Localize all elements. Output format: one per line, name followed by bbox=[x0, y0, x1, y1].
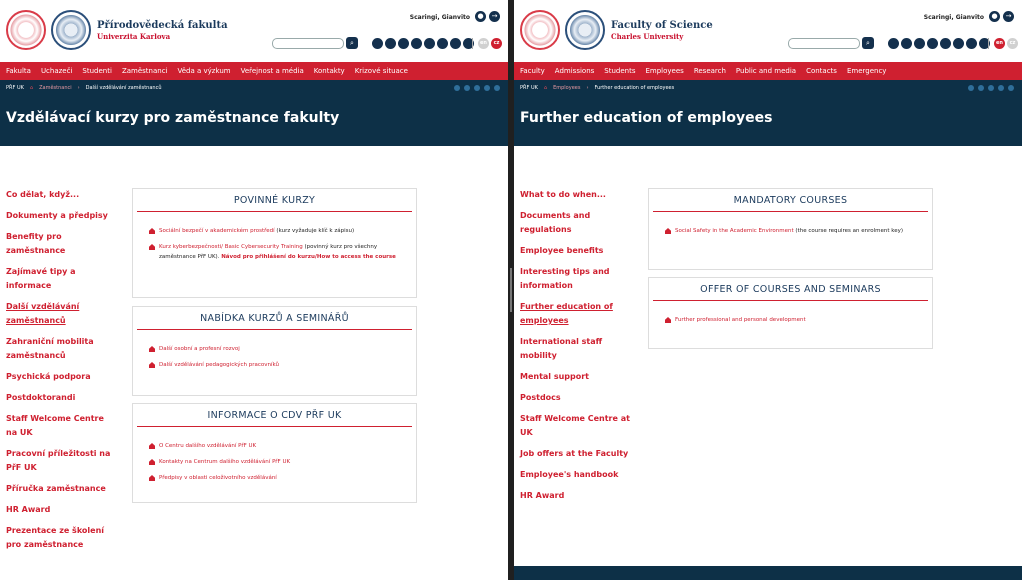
search-icon[interactable]: ⌕ bbox=[346, 37, 358, 49]
box-title: MANDATORY COURSES bbox=[733, 195, 848, 206]
course-note: (kurz vyžaduje klíč k zápisu) bbox=[274, 228, 355, 234]
course-guide-link[interactable]: Návod pro přihlášení do kurzu/How to access the course bbox=[221, 254, 396, 260]
nav-item[interactable]: Public and media bbox=[735, 67, 797, 75]
course-note: (the course requires an enrolment key) bbox=[793, 228, 904, 234]
share-icon[interactable] bbox=[484, 85, 490, 91]
university-name[interactable]: Charles University bbox=[611, 32, 684, 41]
sidebar-item[interactable]: Postdocs bbox=[520, 393, 561, 402]
user-name[interactable]: Scaringi, Gianvito bbox=[409, 14, 470, 21]
faculty-tree-logo[interactable] bbox=[51, 10, 91, 50]
sidebar-item[interactable]: Employee benefits bbox=[520, 246, 604, 255]
share-icons bbox=[454, 85, 500, 91]
breadcrumb-separator: › bbox=[77, 85, 80, 91]
course-link[interactable]: Další vzdělávání pedagogických pracovníků bbox=[159, 362, 279, 368]
site-header bbox=[514, 0, 1022, 62]
nav-item[interactable]: Research bbox=[693, 67, 726, 75]
nav-item[interactable]: Studenti bbox=[82, 67, 112, 75]
facebook-icon[interactable] bbox=[953, 38, 964, 49]
nav-item[interactable]: Fakulta bbox=[6, 67, 31, 75]
mastodon-icon[interactable] bbox=[914, 38, 925, 49]
nav-item[interactable]: Employees bbox=[645, 67, 684, 75]
course-link[interactable]: Další osobní a profesní rozvoj bbox=[159, 346, 240, 352]
logout-icon[interactable]: → bbox=[1003, 11, 1014, 22]
site-footer bbox=[514, 566, 1022, 580]
social-icons bbox=[888, 38, 990, 49]
social-icon[interactable] bbox=[927, 38, 938, 49]
sidebar-item[interactable]: Employee's handbook bbox=[520, 470, 619, 479]
sidebar-item[interactable]: Zajímavé tipy a informace bbox=[6, 267, 76, 290]
nav-item[interactable]: Admissions bbox=[554, 67, 595, 75]
breadcrumb-current: Další vzdělávání zaměstnanců bbox=[85, 85, 162, 91]
page-title-bar bbox=[514, 96, 1022, 146]
share-icon[interactable] bbox=[464, 85, 470, 91]
list-item bbox=[675, 315, 926, 325]
list-item bbox=[159, 344, 410, 354]
sidebar-item[interactable]: Documents and regulations bbox=[520, 211, 591, 234]
search-icon[interactable]: ⌕ bbox=[862, 37, 874, 49]
nav-item[interactable]: Věda a výzkum bbox=[177, 67, 231, 75]
home-icon[interactable]: ⌂ bbox=[543, 85, 548, 91]
sidebar-item[interactable]: International staff mobility bbox=[520, 337, 603, 360]
site-header bbox=[0, 0, 508, 62]
list-item bbox=[159, 457, 410, 467]
sidebar bbox=[6, 188, 116, 559]
profile-icon[interactable]: ● bbox=[475, 11, 486, 22]
main-nav bbox=[0, 62, 508, 80]
breadcrumb-current: Further education of employees bbox=[594, 85, 675, 91]
courses-offer-box bbox=[648, 277, 933, 349]
page-title: Vzdělávací kurzy pro zaměstnance fakulty bbox=[6, 110, 340, 126]
nav-item[interactable]: Emergency bbox=[846, 67, 887, 75]
lang-cz[interactable]: cz bbox=[1007, 38, 1018, 49]
sidebar-item[interactable]: Staff Welcome Centre na UK bbox=[6, 414, 104, 437]
nav-item[interactable]: Students bbox=[604, 67, 636, 75]
breadcrumb bbox=[0, 80, 508, 96]
box-title: POVINNÉ KURZY bbox=[233, 195, 316, 206]
list-item bbox=[675, 226, 926, 236]
share-icon[interactable] bbox=[988, 85, 994, 91]
sidebar-item[interactable]: Mental support bbox=[520, 372, 590, 381]
nav-item[interactable]: Veřejnost a média bbox=[240, 67, 304, 75]
info-link[interactable]: O Centru dalšího vzdělávání PřF UK bbox=[159, 443, 257, 449]
nav-item[interactable]: Uchazeči bbox=[40, 67, 73, 75]
list-item bbox=[159, 226, 410, 236]
divider-handle[interactable] bbox=[510, 268, 512, 312]
linkedin-icon[interactable] bbox=[940, 38, 951, 49]
list-item bbox=[159, 473, 410, 483]
sidebar-item[interactable]: Benefity pro zaměstnance bbox=[6, 232, 66, 255]
list-item bbox=[159, 360, 410, 370]
info-link[interactable]: Předpisy v oblasti celoživotního vzdělávání bbox=[159, 475, 277, 481]
sidebar-item[interactable]: Prezentace ze školení pro zaměstnance bbox=[6, 526, 105, 549]
user-name[interactable]: Scaringi, Gianvito bbox=[923, 14, 984, 21]
share-icon[interactable] bbox=[1008, 85, 1014, 91]
profile-icon[interactable]: ● bbox=[989, 11, 1000, 22]
sidebar-item[interactable]: Zahraniční mobilita zaměstnanců bbox=[6, 337, 94, 360]
facebook-icon[interactable] bbox=[437, 38, 448, 49]
social-icon[interactable] bbox=[901, 38, 912, 49]
youtube-icon[interactable] bbox=[450, 38, 461, 49]
box-title: OFFER OF COURSES AND SEMINARS bbox=[700, 284, 881, 295]
sidebar bbox=[520, 188, 630, 510]
list-item bbox=[159, 441, 410, 451]
cdv-info-box bbox=[132, 403, 417, 503]
box-title: NABÍDKA KURZŮ A SEMINÁŘŮ bbox=[200, 313, 349, 324]
mastodon-icon[interactable] bbox=[398, 38, 409, 49]
university-name[interactable]: Univerzita Karlova bbox=[97, 32, 171, 41]
list-item bbox=[159, 242, 410, 262]
sidebar-item-active[interactable]: Further education of employees bbox=[520, 302, 613, 325]
youtube-icon[interactable] bbox=[966, 38, 977, 49]
course-note: (povinný kurz pro všechny zaměstnance PřF UK). bbox=[159, 244, 378, 260]
sidebar-item[interactable]: HR Award bbox=[6, 505, 51, 514]
university-seal-logo[interactable] bbox=[520, 10, 560, 50]
divider bbox=[472, 38, 473, 49]
share-icon[interactable] bbox=[968, 85, 974, 91]
logout-icon[interactable]: → bbox=[489, 11, 500, 22]
instagram-icon[interactable] bbox=[888, 38, 899, 49]
nav-item[interactable]: Kontakty bbox=[313, 67, 345, 75]
sidebar-item-active[interactable]: Další vzdělávání zaměstnanců bbox=[6, 302, 80, 325]
home-icon[interactable]: ⌂ bbox=[29, 85, 34, 91]
social-icon[interactable] bbox=[411, 38, 422, 49]
faculty-name[interactable]: Faculty of Science bbox=[611, 20, 713, 31]
sidebar-item[interactable]: Staff Welcome Centre at UK bbox=[520, 414, 630, 437]
share-icon[interactable] bbox=[454, 85, 460, 91]
breadcrumb-link[interactable]: Employees bbox=[553, 85, 581, 91]
info-link[interactable]: Kontakty na Centrum dalšího vzdělávání PřF UK bbox=[159, 459, 291, 465]
search-input[interactable] bbox=[272, 38, 344, 49]
mandatory-courses-box bbox=[132, 188, 417, 298]
sidebar-item[interactable]: Postdoktorandi bbox=[6, 393, 76, 402]
breadcrumb-root[interactable]: PŘF UK bbox=[6, 85, 24, 91]
mandatory-courses-box bbox=[648, 188, 933, 270]
faculty-name[interactable]: Přírodovědecká fakulta bbox=[97, 20, 228, 31]
sidebar-item[interactable]: Psychická podpora bbox=[6, 372, 91, 381]
sidebar-item[interactable]: Job offers at the Faculty bbox=[520, 449, 629, 458]
sidebar-item[interactable]: Pracovní příležitosti na PřF UK bbox=[6, 449, 111, 472]
right-browser-pane bbox=[514, 0, 1022, 580]
nav-item[interactable]: Faculty bbox=[520, 67, 545, 75]
page-title: Further education of employees bbox=[520, 110, 773, 126]
breadcrumb-link[interactable]: Zaměstnanci bbox=[39, 85, 72, 91]
sidebar-item[interactable]: What to do when... bbox=[520, 190, 606, 199]
share-icon[interactable] bbox=[474, 85, 480, 91]
search-input[interactable] bbox=[788, 38, 860, 49]
share-icon[interactable] bbox=[978, 85, 984, 91]
share-icons bbox=[968, 85, 1014, 91]
course-link[interactable]: Social Safety in the Academic Environment bbox=[675, 228, 794, 234]
nav-item[interactable]: Zaměstnanci bbox=[121, 67, 168, 75]
lang-cz[interactable]: cz bbox=[491, 38, 502, 49]
divider bbox=[988, 38, 989, 49]
share-icon[interactable] bbox=[998, 85, 1004, 91]
left-browser-pane bbox=[0, 0, 508, 580]
sidebar-item[interactable]: Dokumenty a předpisy bbox=[6, 211, 108, 220]
instagram-icon[interactable] bbox=[372, 38, 383, 49]
course-link[interactable]: Sociální bezpečí v akademickém prostředí bbox=[159, 228, 275, 234]
university-seal-logo[interactable] bbox=[6, 10, 46, 50]
breadcrumb bbox=[514, 80, 1022, 96]
sidebar-item[interactable]: HR Award bbox=[520, 491, 565, 500]
breadcrumb-separator: › bbox=[586, 85, 589, 91]
breadcrumb-root[interactable]: PŘF UK bbox=[520, 85, 538, 91]
social-icon[interactable] bbox=[385, 38, 396, 49]
main-nav bbox=[514, 62, 1022, 80]
sidebar-item[interactable]: Interesting tips and information bbox=[520, 267, 610, 290]
lang-en[interactable]: en bbox=[994, 38, 1005, 49]
page-title-bar bbox=[0, 96, 508, 146]
sidebar-item[interactable]: Co dělat, když... bbox=[6, 190, 80, 199]
nav-item[interactable]: Contacts bbox=[806, 67, 837, 75]
social-icons bbox=[372, 38, 474, 49]
course-link[interactable]: Further professional and personal development bbox=[675, 317, 806, 323]
box-title: INFORMACE O CDV PŘF UK bbox=[207, 410, 342, 421]
share-icon[interactable] bbox=[494, 85, 500, 91]
faculty-tree-logo[interactable] bbox=[565, 10, 605, 50]
linkedin-icon[interactable] bbox=[424, 38, 435, 49]
course-link[interactable]: Kurz kyberbezpečnosti/ Basic Cybersecurity Training bbox=[159, 244, 303, 250]
sidebar-item[interactable]: Příručka zaměstnance bbox=[6, 484, 106, 493]
lang-en[interactable]: en bbox=[478, 38, 489, 49]
nav-item[interactable]: Krizové situace bbox=[354, 67, 408, 75]
courses-offer-box bbox=[132, 306, 417, 396]
